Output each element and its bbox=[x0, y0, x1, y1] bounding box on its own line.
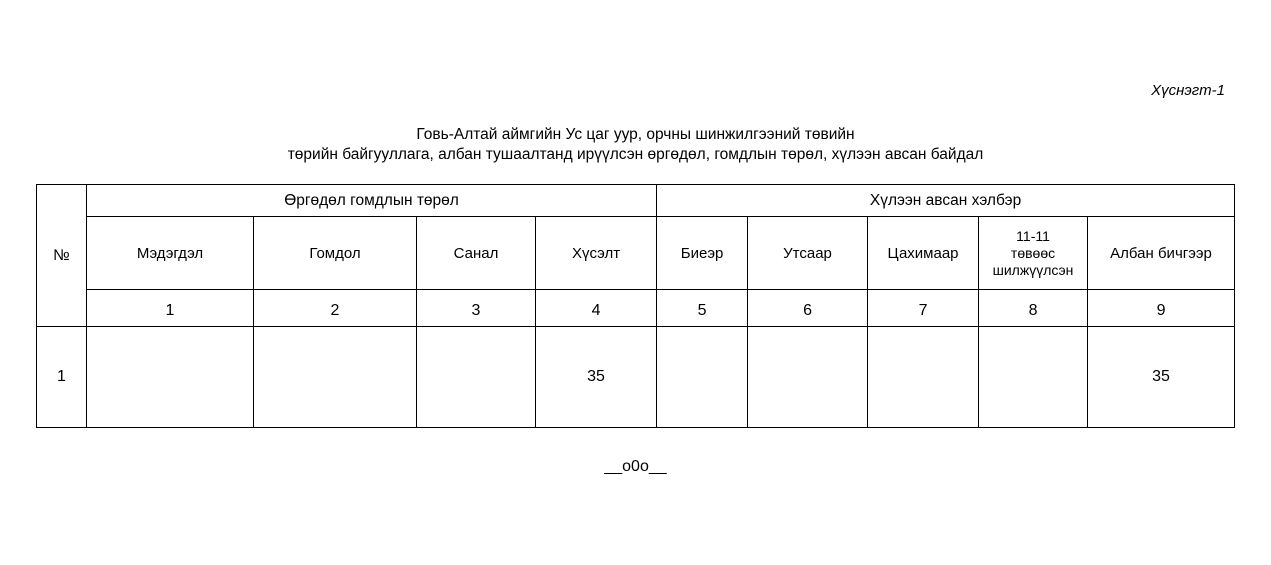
column-header: Цахимаар bbox=[868, 217, 979, 290]
title-line-1: Говь-Алтай аймгийн Ус цаг уур, орчны шинжилгээний төвийн bbox=[416, 126, 855, 143]
table-row bbox=[37, 327, 1235, 428]
column-number: 5 bbox=[657, 290, 748, 327]
column-header: Хүсэлт bbox=[536, 217, 657, 290]
column-header-line: 11-11 bbox=[1016, 227, 1050, 244]
table-cell bbox=[254, 327, 417, 428]
column-header: Санал bbox=[417, 217, 536, 290]
table-cell bbox=[657, 327, 748, 428]
column-header: Биеэр bbox=[657, 217, 748, 290]
column-number-row bbox=[37, 290, 1235, 327]
table-cell bbox=[87, 327, 254, 428]
column-number: 1 bbox=[87, 290, 254, 327]
table-cell bbox=[748, 327, 868, 428]
title-line-2: төрийн байгууллага, албан тушаалтанд ирүүлсэн өргөдөл, гомдлын төрөл, хүлээн авсан байдал bbox=[287, 146, 984, 163]
column-header-line: шилжүүлсэн bbox=[992, 261, 1074, 278]
group-header-row bbox=[37, 185, 1235, 217]
table-cell bbox=[417, 327, 536, 428]
column-header: Албан бичгээр bbox=[1088, 217, 1235, 290]
column-number: 4 bbox=[536, 290, 657, 327]
column-header: Утсаар bbox=[748, 217, 868, 290]
report-table bbox=[36, 184, 1235, 428]
table-cell bbox=[979, 327, 1088, 428]
column-header: Мэдэгдэл bbox=[87, 217, 254, 290]
column-number: 2 bbox=[254, 290, 417, 327]
column-header-hotline-transfer bbox=[979, 217, 1088, 290]
column-number: 9 bbox=[1088, 290, 1235, 327]
document-title bbox=[0, 125, 1271, 165]
row-number: 1 bbox=[37, 327, 87, 428]
no-header: № bbox=[37, 185, 87, 327]
column-number: 8 bbox=[979, 290, 1088, 327]
column-header: Гомдол bbox=[254, 217, 417, 290]
group-header-reception-form: Хүлээн авсан хэлбэр bbox=[657, 185, 1235, 217]
column-header-line: төвөөс bbox=[1010, 244, 1056, 261]
group-header-complaint-type: Өргөдөл гомдлын төрөл bbox=[87, 185, 657, 217]
table-cell: 35 bbox=[1088, 327, 1235, 428]
end-mark: __o0o__ bbox=[604, 458, 667, 475]
table-cell: 35 bbox=[536, 327, 657, 428]
column-number: 6 bbox=[748, 290, 868, 327]
column-number: 7 bbox=[868, 290, 979, 327]
column-header-row bbox=[37, 217, 1235, 290]
table-cell bbox=[868, 327, 979, 428]
column-number: 3 bbox=[417, 290, 536, 327]
appendix-label: Хүснэгт-1 bbox=[1151, 82, 1225, 99]
